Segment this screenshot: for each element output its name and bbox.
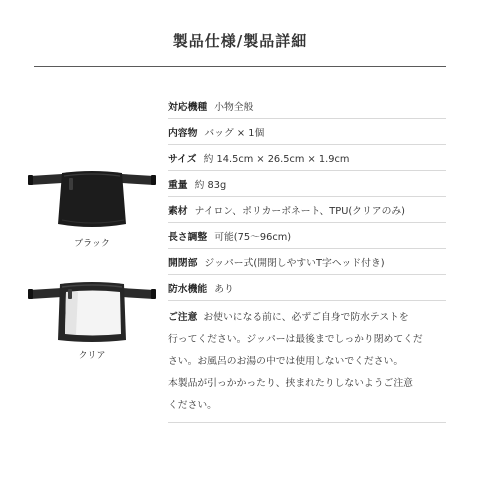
spec-label: 対応機種 xyxy=(168,101,208,113)
spec-row-length-adjust xyxy=(168,223,446,249)
title-divider xyxy=(34,66,446,67)
spec-value: 約 14.5cm × 26.5cm × 1.9cm xyxy=(203,153,350,165)
caution-line: 本製品が引っかかったり、挟まれたりしないようご注意 xyxy=(168,378,413,389)
spec-label: 開閉部 xyxy=(168,257,198,269)
spec-row-waterproof xyxy=(168,275,446,301)
spec-value: ジッパー式(開閉しやすいT字ヘッド付き) xyxy=(204,257,385,269)
spec-row-compatible xyxy=(168,93,446,119)
spec-label: 素材 xyxy=(168,205,188,217)
clear-bag-illustration xyxy=(26,280,158,346)
spec-value: 可能(75～96cm) xyxy=(214,231,292,243)
caution-line: ください。 xyxy=(168,400,217,411)
spec-label: 重量 xyxy=(168,179,188,191)
product-image-clear xyxy=(26,280,158,366)
spec-value: バッグ × 1個 xyxy=(204,127,265,139)
caution-line: さい。お風呂のお湯の中では使用しないでください。 xyxy=(168,356,404,367)
spec-label: サイズ xyxy=(168,153,197,165)
spec-row-closure xyxy=(168,249,446,275)
caution-line: 行ってください。ジッパーは最後までしっかり閉めてくだ xyxy=(168,334,423,345)
caution-line: お使いになる前に、必ずご自身で防水テストを xyxy=(203,312,409,323)
spec-label: 内容物 xyxy=(168,127,198,139)
spec-table xyxy=(168,93,446,423)
black-bag-illustration xyxy=(26,170,158,234)
spec-value: 小物全般 xyxy=(214,101,254,113)
product-caption-black: ブラック xyxy=(74,239,110,249)
spec-value: 約 83g xyxy=(194,179,227,191)
caution-note xyxy=(168,301,446,423)
product-caption-clear: クリア xyxy=(78,351,106,361)
page-title: 製品仕様/製品詳細 xyxy=(172,32,308,50)
spec-label: 長さ調整 xyxy=(168,231,208,243)
product-image-black xyxy=(26,170,158,250)
caution-label: ご注意 xyxy=(168,312,198,323)
spec-label: 防水機能 xyxy=(168,283,208,295)
spec-row-contents xyxy=(168,119,446,145)
spec-row-weight xyxy=(168,171,446,197)
spec-value: ナイロン、ポリカーボネート、TPU(クリアのみ) xyxy=(194,205,405,217)
spec-row-material xyxy=(168,197,446,223)
spec-value: あり xyxy=(214,283,234,295)
spec-row-size xyxy=(168,145,446,171)
